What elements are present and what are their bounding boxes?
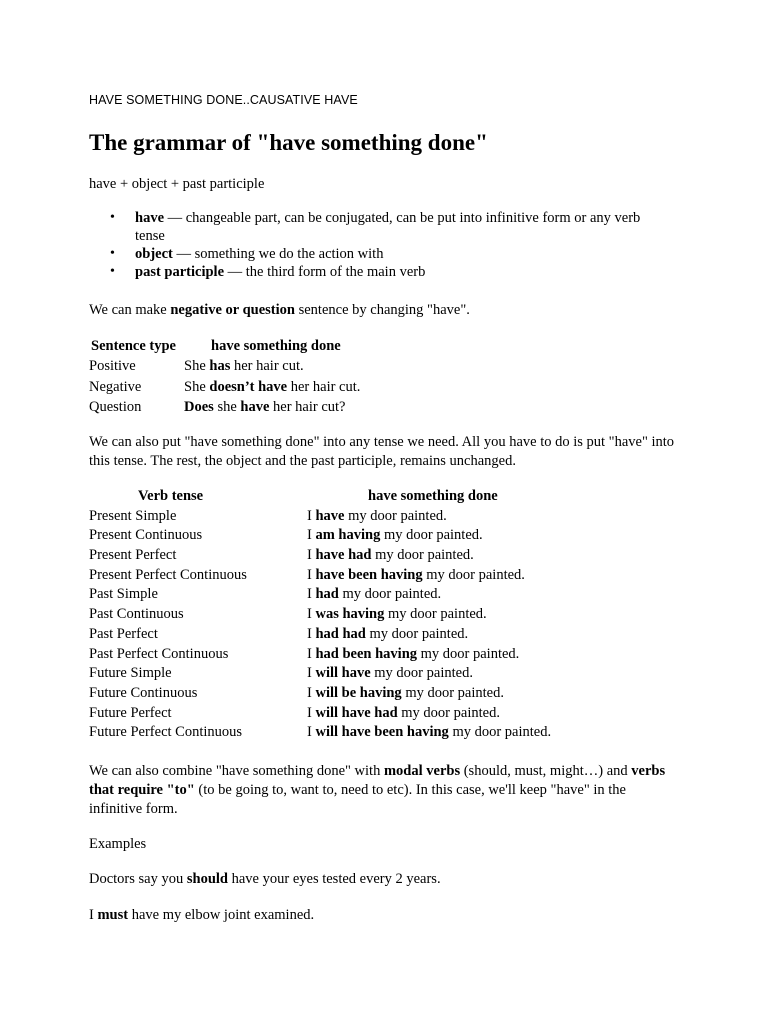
table-header-row	[89, 337, 360, 357]
verb-tense-table	[89, 487, 551, 743]
table-cell: Past Continuous	[89, 606, 184, 623]
table-row	[89, 645, 551, 665]
table-cell: Does she have her hair cut?	[184, 398, 346, 415]
table-row	[89, 684, 551, 704]
table-cell: Future Simple	[89, 665, 172, 682]
table-cell: I have been having my door painted.	[307, 566, 525, 583]
table-cell: I will have been having my door painted.	[307, 724, 552, 741]
table-cell: Past Perfect Continuous	[89, 645, 229, 662]
table-cell: I had my door painted.	[307, 586, 442, 603]
table-header: have something done	[368, 488, 498, 504]
table-cell: Past Simple	[89, 586, 158, 603]
table-cell: Future Perfect Continuous	[89, 724, 243, 741]
table-row	[89, 723, 551, 743]
table-row	[89, 625, 551, 645]
list-item	[89, 209, 669, 245]
table-row	[89, 585, 551, 605]
table-header: Sentence type	[91, 338, 176, 354]
table-cell: Positive	[89, 358, 136, 375]
bullet-term: past participle	[135, 264, 225, 280]
top-heading: HAVE SOMETHING DONE..CAUSATIVE HAVE	[89, 93, 358, 107]
table-cell: She has her hair cut.	[184, 358, 304, 375]
table-cell: I had had my door painted.	[307, 625, 469, 642]
component-list	[89, 209, 669, 281]
table-row	[89, 664, 551, 684]
table-cell: Negative	[89, 378, 142, 395]
bullet-term: object	[135, 246, 173, 262]
list-item	[89, 245, 669, 263]
table-cell: I will have my door painted.	[307, 665, 473, 682]
modal-paragraph: We can also combine "have something done" with modal verbs (should, must, might…) and verbs that require "to" (to be going to, want to, need to etc). In this case, we'll keep "have" in the infinitive form.	[89, 763, 666, 817]
formula-line: have + object + past participle	[89, 176, 265, 192]
table-cell: Present Perfect Continuous	[89, 566, 247, 583]
sentence-type-table	[89, 337, 360, 418]
table-row	[89, 526, 551, 546]
example-sentence: Doctors say you should have your eyes tested every 2 years.	[89, 871, 441, 887]
table-cell: I will be having my door painted.	[307, 684, 504, 701]
table-row	[89, 507, 551, 527]
bullet-icon: •	[110, 246, 115, 261]
table-cell: Present Simple	[89, 507, 177, 524]
table-row	[89, 566, 551, 586]
bullet-text: — changeable part, can be conjugated, can be put into infinitive form or any verb tense	[135, 210, 641, 244]
table-cell: I will have had my door painted.	[307, 704, 500, 721]
table-cell: I was having my door painted.	[307, 606, 487, 623]
negative-question-paragraph: We can make negative or question sentence by changing "have".	[89, 302, 470, 318]
list-item	[89, 263, 669, 281]
bullet-icon: •	[110, 264, 115, 279]
table-cell: Future Perfect	[89, 704, 172, 721]
table-row	[89, 398, 360, 418]
table-cell: Past Perfect	[89, 625, 158, 642]
table-cell: I have had my door painted.	[307, 547, 474, 564]
examples-label: Examples	[89, 836, 147, 852]
table-row	[89, 357, 360, 377]
example-sentence: I must have my elbow joint examined.	[89, 907, 315, 923]
table-header-row	[89, 487, 551, 507]
table-cell: She doesn’t have her hair cut.	[184, 378, 361, 395]
table-cell: I had been having my door painted.	[307, 645, 520, 662]
bullet-text: — the third form of the main verb	[224, 264, 426, 280]
bullet-icon: •	[110, 210, 115, 225]
table-cell: I am having my door painted.	[307, 527, 483, 544]
page-title: The grammar of "have something done"	[89, 130, 488, 155]
table-cell: Present Continuous	[89, 527, 203, 544]
tense-paragraph: We can also put "have something done" into any tense we need. All you have to do is put "have" into this tense. The rest, the object and the past participle, remains unchanged.	[89, 434, 675, 469]
bullet-text: — something we do the action with	[172, 246, 384, 262]
table-header: Verb tense	[138, 488, 204, 504]
table-cell: Question	[89, 398, 142, 415]
table-header: have something done	[211, 338, 341, 354]
table-cell: I have my door painted.	[307, 507, 447, 524]
table-row	[89, 704, 551, 724]
bullet-term: have	[135, 210, 164, 226]
table-row	[89, 546, 551, 566]
table-cell: Future Continuous	[89, 684, 198, 701]
table-row	[89, 605, 551, 625]
table-cell: Present Perfect	[89, 547, 177, 564]
table-row	[89, 378, 360, 398]
